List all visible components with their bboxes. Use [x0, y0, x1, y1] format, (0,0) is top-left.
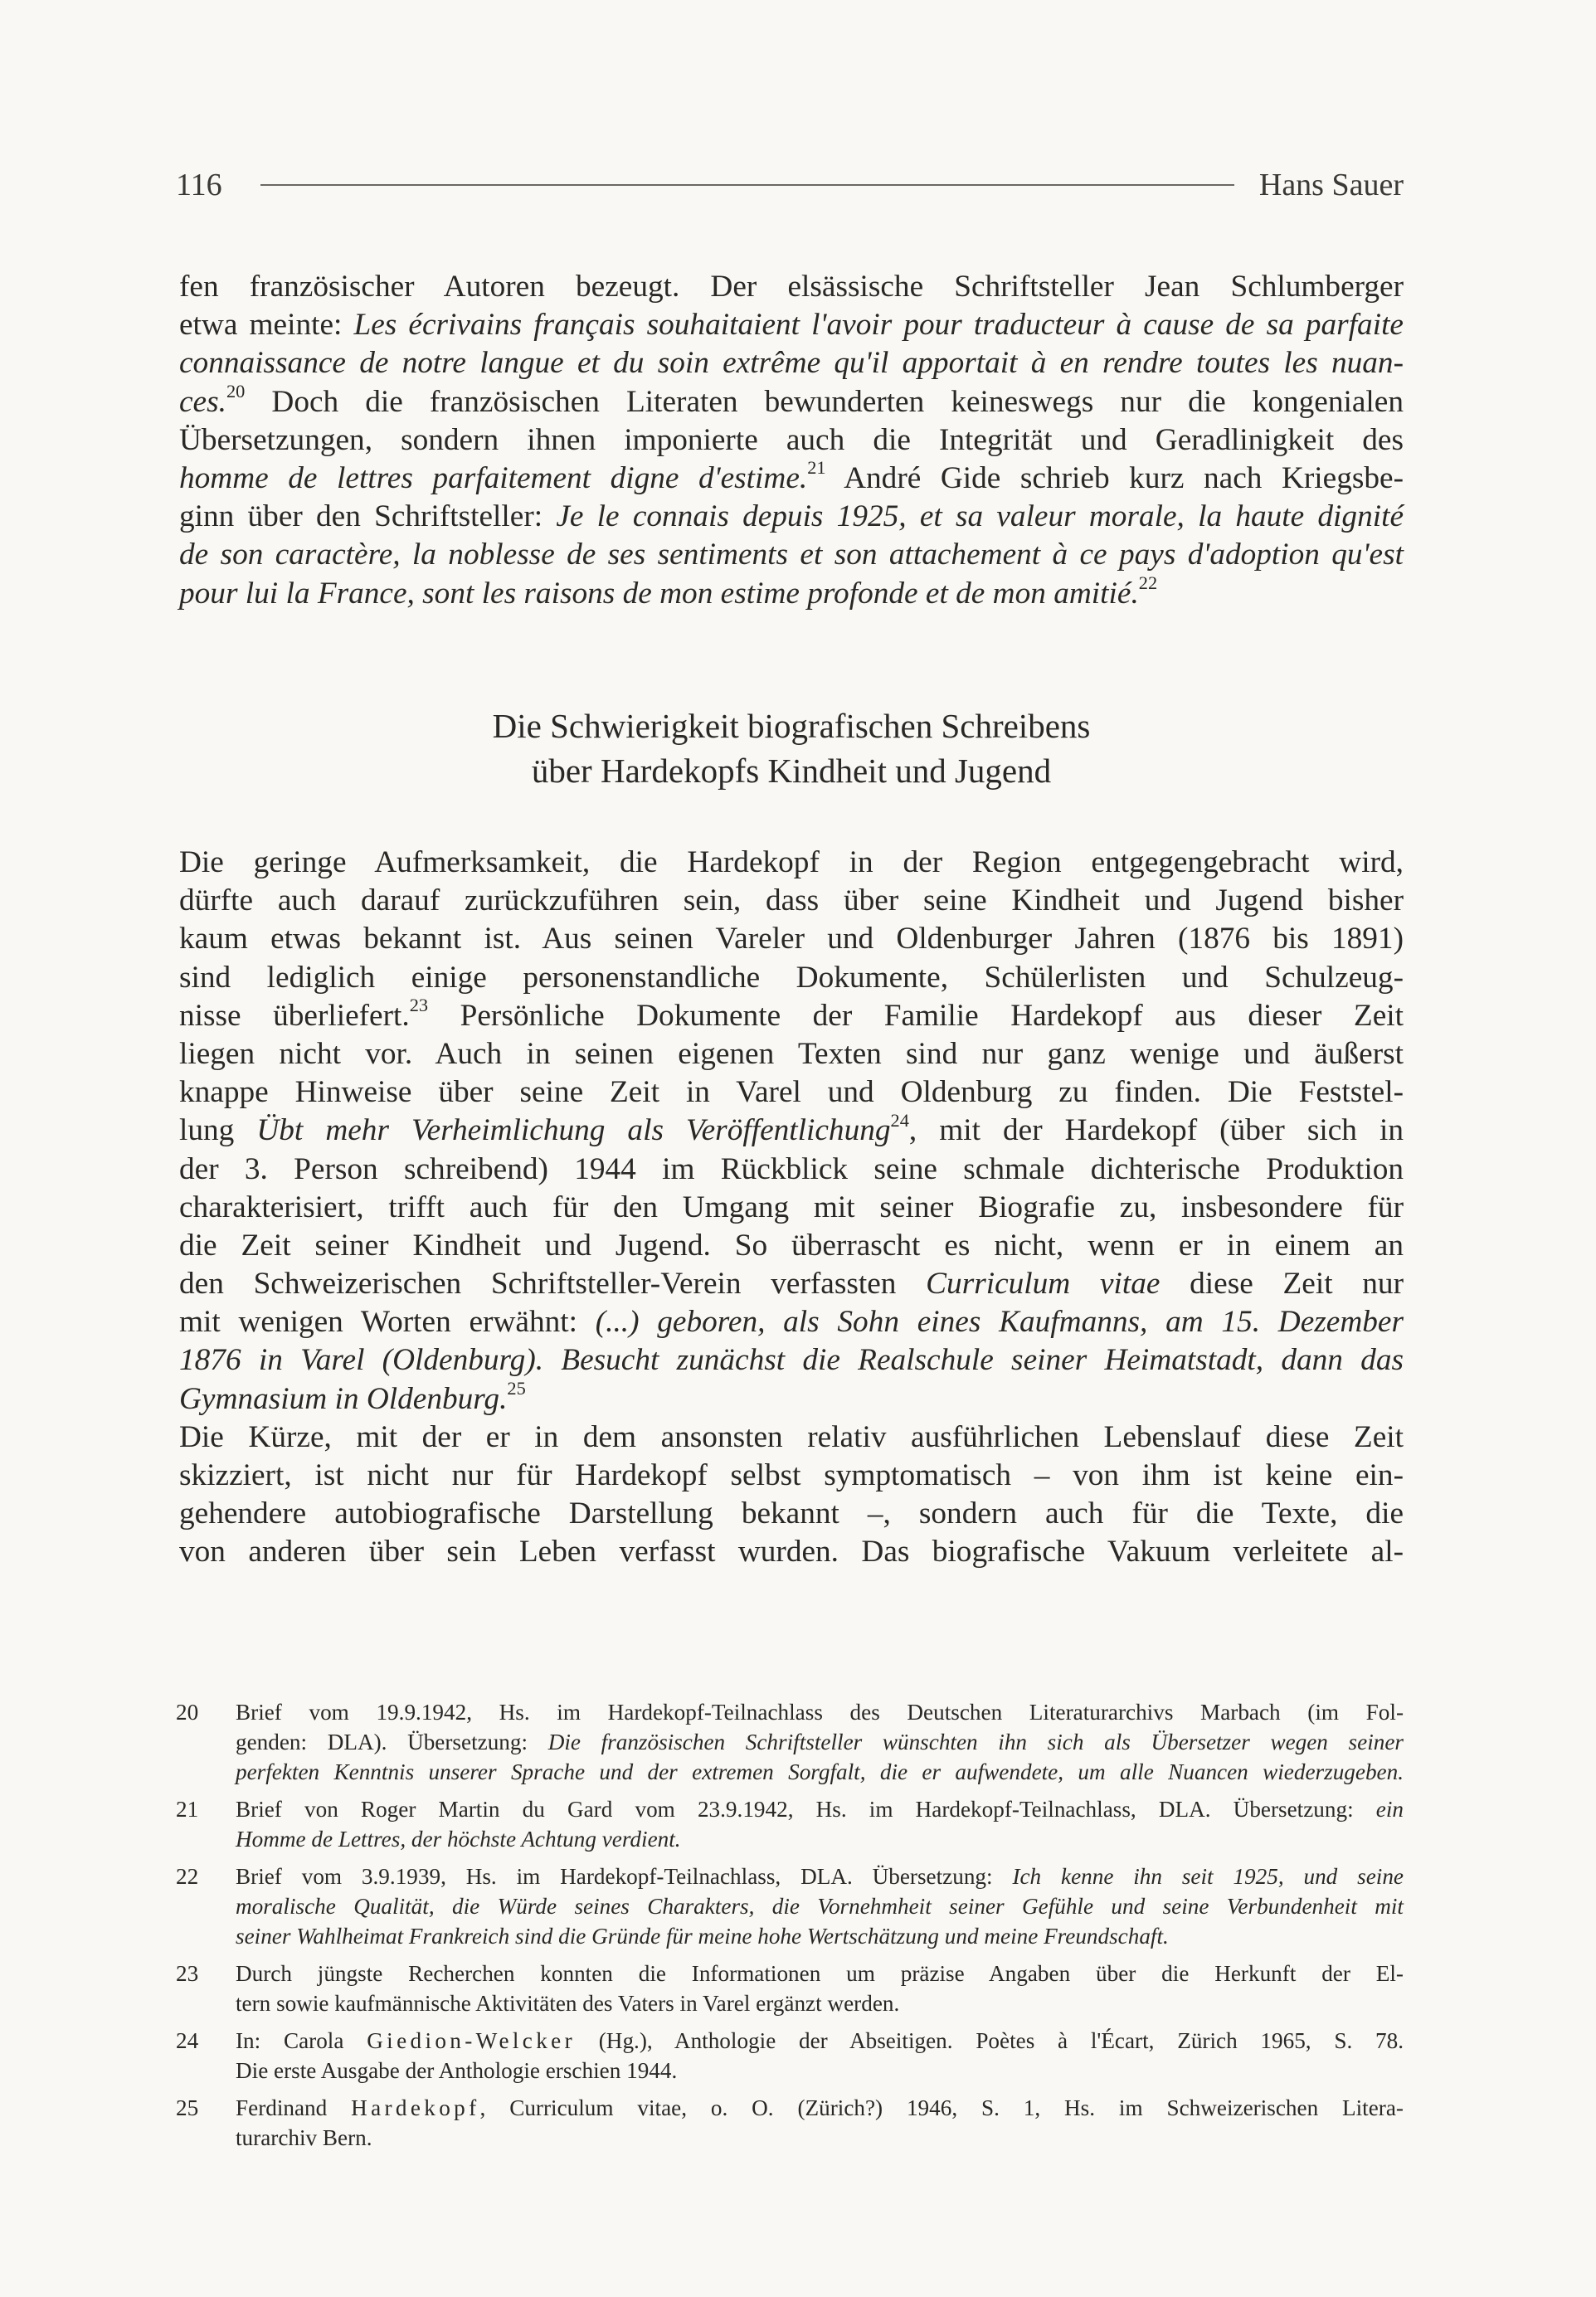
footnote-number: 25	[176, 2095, 199, 2120]
footnote-ref: 22	[1138, 572, 1158, 593]
paragraph-2	[179, 844, 1404, 1572]
text-line: ces.$^{20}$ Doch die französischen Literaten bewunderten keineswegs nur die kongenialen	[179, 380, 1404, 419]
text-line: etwa meinte: Les écrivains français souhaitaient l'avoir pour traducteur à cause de sa parfaite	[179, 308, 1404, 343]
footnote-21: 21 Brief von Roger Martin du Gard vom 23.9.1942, Hs. im Hardekopf-Teilnachlass, DLA. Übersetzung: ein Homme de Lettres, der höchste Achtung verdient.	[176, 1794, 1404, 1854]
footnote-22: 22 Brief vom 3.9.1939, Hs. im Hardekopf-Teilnachlass, DLA. Übersetzung: Ich kenne ihn seit 1925, und seine moralische Qualität, die Würde seines Charakters, die Vornehmheit seiner Gefühle und seine Verbundenheit mit seiner Wahlheimat Frankreich sind die Gründe für meine hohe Wertschätzung und meine Freundschaft.	[176, 1861, 1404, 1951]
section-heading	[179, 703, 1404, 793]
footnote-ref: 20	[226, 380, 246, 401]
footnote-23: 23 Durch jüngste Recherchen konnten die Informationen um präzise Angaben über die Herkunft der El- tern sowie kaufmännische Aktivitäten des Vaters in Varel ergänzt werden.	[176, 1959, 1404, 2018]
text-line: homme de lettres parfaitement digne d'estime.$^{21}$ André Gide schrieb kurz nach Kriegsbe-	[179, 457, 1404, 495]
footnote-ref: 24	[890, 1109, 909, 1131]
text-line: kaum etwas bekannt ist. Aus seinen Vareler und Oldenburger Jahren (1876 bis 1891)	[179, 922, 1404, 956]
footnote-ref: 21	[807, 457, 826, 479]
footnote-20: 20 Brief vom 19.9.1942, Hs. im Hardekopf-Teilnachlass des Deutschen Literaturarchivs Marbach (im Fol- genden: DLA). Übersetzung: Die französischen Schriftsteller wünschten ihn sich als Übersetzer wegen seiner perfekten Kenntnis unserer Sprache und der extremen Sorgfalt, die er aufwendete, um alle Nuancen wiederzugeben.	[176, 1697, 1404, 1787]
text-line: Die geringe Aufmerksamkeit, die Hardekopf in der Region entgegengebracht wird,	[179, 845, 1404, 879]
text-line: Gymnasium in Oldenburg.$^{25}$	[179, 1377, 526, 1416]
footnote-number: 22	[176, 1864, 199, 1889]
text-line: charakterisiert, trifft auch für den Umgang mit seiner Biografie zu, insbesondere für	[179, 1190, 1404, 1224]
text-line: gehendere autobiografische Darstellung bekannt –, sondern auch für die Texte, die	[179, 1496, 1404, 1531]
page-number: 116	[176, 168, 222, 202]
footnote-number: 23	[176, 1961, 199, 1986]
text-line: fen französischer Autoren bezeugt. Der elsässische Schriftsteller Jean Schlumberger	[179, 270, 1404, 304]
text-line: liegen nicht vor. Auch in seinen eigenen Texten sind nur ganz wenige und äußerst	[179, 1036, 1404, 1071]
footnote-ref: 25	[507, 1377, 526, 1399]
text-line: ginn über den Schriftsteller: Je le connais depuis 1925, et sa valeur morale, la haute dignité	[179, 499, 1404, 534]
footnotes	[176, 1697, 1404, 2160]
text-line: nisse überliefert.$^{23}$ Persönliche Dokumente der Familie Hardekopf aus dieser Zeit	[179, 994, 1404, 1033]
footnote-number: 24	[176, 2028, 199, 2053]
paragraph-1	[179, 268, 1404, 613]
footnote-number: 21	[176, 1797, 199, 1822]
text-line: Übersetzungen, sondern ihnen imponierte auch die Integrität und Geradlinigkeit des	[179, 422, 1404, 457]
text-line: pour lui la France, sont les raisons de mon estime profonde et de mon amitié.$^{22}$	[179, 572, 1158, 611]
text-line: dürfte auch darauf zurückzuführen sein, dass über seine Kindheit und Jugend bisher	[179, 883, 1404, 918]
text-line: de son caractère, la noblesse de ses sentiments et son attachement à ce pays d'adoption qu'est	[179, 538, 1404, 572]
text-line: die Zeit seiner Kindheit und Jugend. So überrascht es nicht, wenn er in einem an	[179, 1228, 1404, 1263]
text-line: knappe Hinweise über seine Zeit in Varel und Oldenburg zu finden. Die Feststel-	[179, 1075, 1404, 1110]
header-rule	[260, 184, 1234, 186]
footnote-25: 25 Ferdinand Hardekopf, Curriculum vitae, o. O. (Zürich?) 1946, S. 1, Hs. im Schweizerischen Litera- turarchiv Bern.	[176, 2093, 1404, 2153]
text-line: sind lediglich einige personenstandliche Dokumente, Schülerlisten und Schulzeug-	[179, 960, 1404, 995]
text-line: skizziert, ist nicht nur für Hardekopf selbst symptomatisch – von ihm ist keine ein-	[179, 1458, 1404, 1492]
text-line: der 3. Person schreibend) 1944 im Rückblick seine schmale dichterische Produktion	[179, 1151, 1404, 1186]
text-line: 1876 in Varel (Oldenburg). Besucht zunächst die Realschule seiner Heimatstadt, dann das	[179, 1343, 1404, 1378]
text-line: den Schweizerischen Schriftsteller-Verein verfassten Curriculum vitae diese Zeit nur	[179, 1267, 1404, 1302]
footnote-ref: 23	[409, 994, 429, 1015]
text-line: connaissance de notre langue et du soin extrême qu'il apportait à en rendre toutes les nuan-	[179, 346, 1404, 381]
heading-line-2: über Hardekopfs Kindheit und Jugend	[531, 752, 1052, 790]
running-head-author: Hans Sauer	[1258, 168, 1404, 202]
heading-line-1: Die Schwierigkeit biografischen Schreibens	[492, 707, 1091, 745]
text-line: lung Übt mehr Verheimlichung als Veröffentlichung$^{24}$, mit der Hardekopf (über sich in	[179, 1109, 1404, 1148]
text-line: von anderen über sein Leben verfasst wurden. Das biografische Vakuum verleitete al-	[179, 1535, 1404, 1569]
running-head	[176, 162, 1404, 208]
footnote-number: 20	[176, 1700, 199, 1725]
text-line: Die Kürze, mit der er in dem ansonsten relativ ausführlichen Lebenslauf diese Zeit	[179, 1419, 1404, 1454]
footnote-24: 24 In: Carola Giedion-Welcker (Hg.), Anthologie der Abseitigen. Poètes à l'Écart, Zürich 1965, S. 78. Die erste Ausgabe der Anthologie erschien 1944.	[176, 2026, 1404, 2085]
text-line: mit wenigen Worten erwähnt: (...) geboren, als Sohn eines Kaufmanns, am 15. Dezember	[179, 1305, 1404, 1340]
